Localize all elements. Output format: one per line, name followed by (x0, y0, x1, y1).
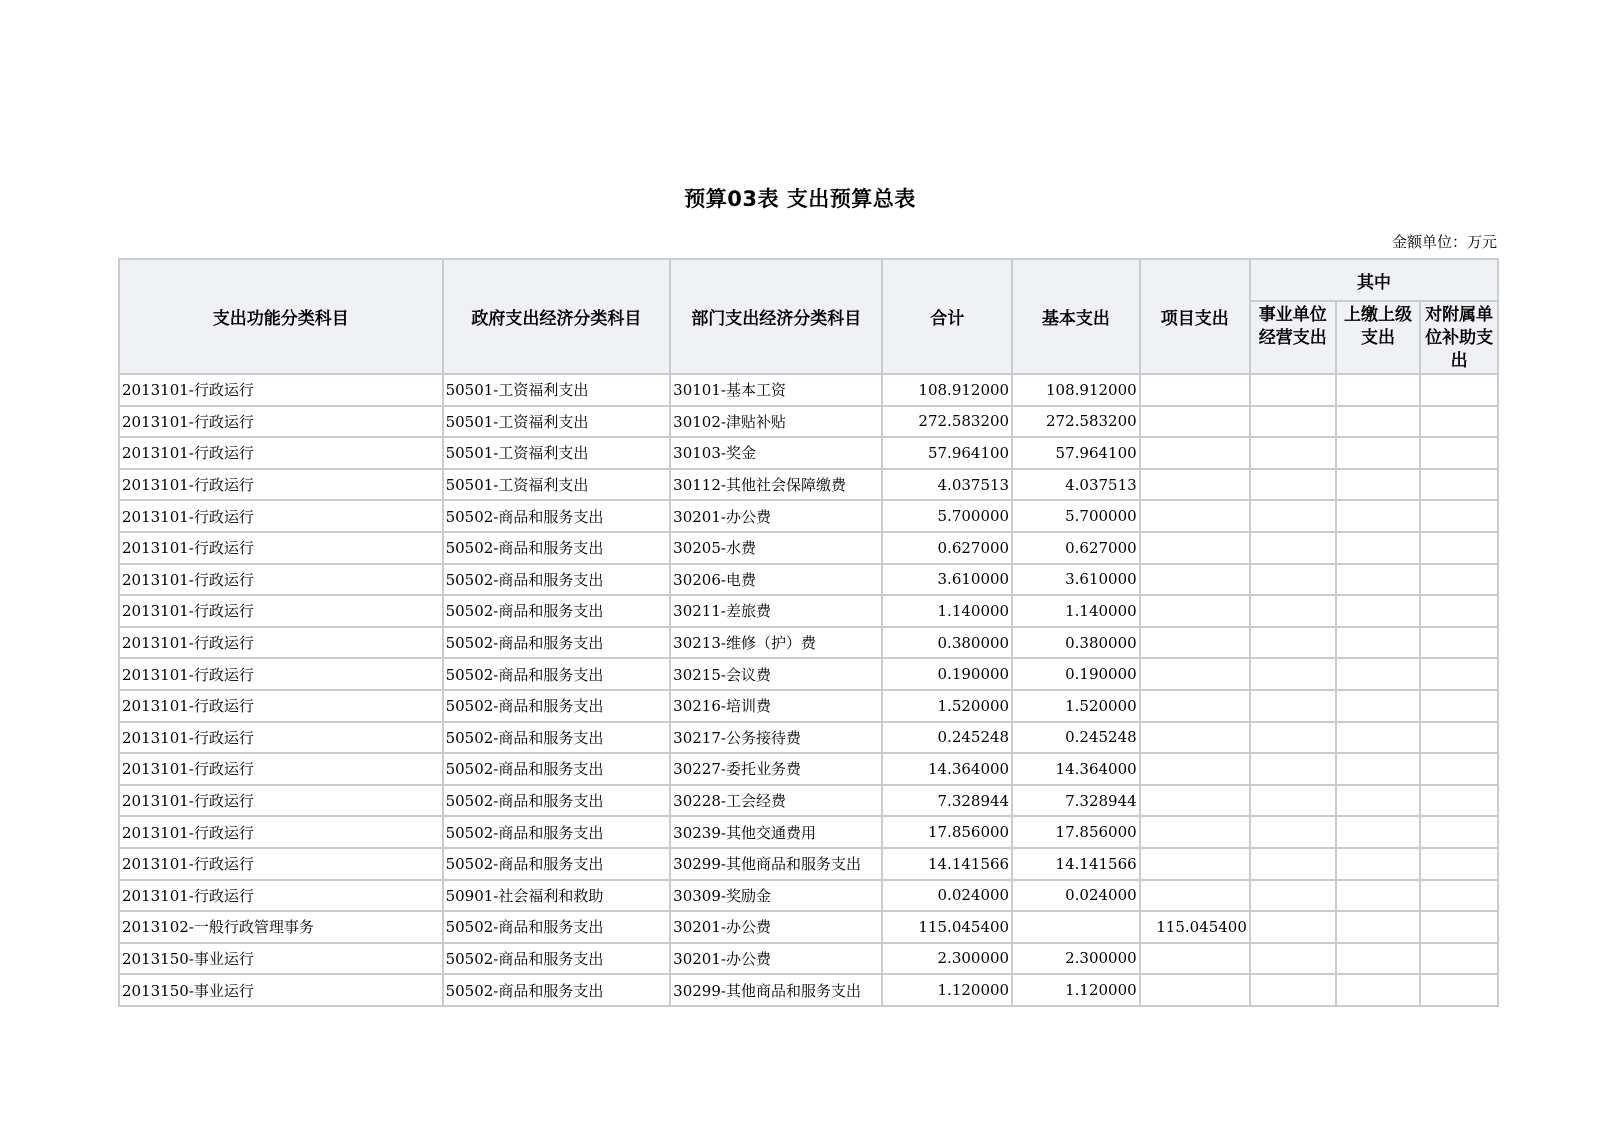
table-row (119, 469, 1498, 501)
table-row (119, 911, 1498, 943)
cell-gov-econ-category: 50502-商品和服务支出 (443, 974, 671, 1006)
table-row (119, 437, 1498, 469)
cell-total: 5.700000 (882, 500, 1012, 532)
table-row (119, 374, 1498, 406)
cell-project-expenditure (1140, 658, 1250, 690)
cell-basic-expenditure: 17.856000 (1012, 816, 1140, 848)
cell-dept-econ-category: 30217-公务接待费 (670, 722, 882, 754)
cell-func-category: 2013101-行政运行 (119, 437, 443, 469)
cell-business-operation (1250, 848, 1336, 880)
cell-dept-econ-category: 30102-津贴补贴 (670, 406, 882, 438)
table-row (119, 500, 1498, 532)
cell-basic-expenditure: 2.300000 (1012, 943, 1140, 975)
cell-subsidiary-subsidy (1420, 658, 1498, 690)
cell-basic-expenditure: 57.964100 (1012, 437, 1140, 469)
cell-dept-econ-category: 30206-电费 (670, 564, 882, 596)
cell-business-operation (1250, 943, 1336, 975)
cell-remit-superior (1336, 469, 1421, 501)
cell-basic-expenditure: 7.328944 (1012, 785, 1140, 817)
cell-remit-superior (1336, 658, 1421, 690)
cell-gov-econ-category: 50502-商品和服务支出 (443, 911, 671, 943)
cell-dept-econ-category: 30227-委托业务费 (670, 753, 882, 785)
cell-subsidiary-subsidy (1420, 974, 1498, 1006)
cell-gov-econ-category: 50502-商品和服务支出 (443, 627, 671, 659)
cell-remit-superior (1336, 974, 1421, 1006)
cell-project-expenditure (1140, 437, 1250, 469)
table-row (119, 880, 1498, 912)
cell-project-expenditure (1140, 532, 1250, 564)
cell-basic-expenditure: 1.140000 (1012, 595, 1140, 627)
cell-business-operation (1250, 627, 1336, 659)
cell-subsidiary-subsidy (1420, 785, 1498, 817)
cell-remit-superior (1336, 500, 1421, 532)
cell-basic-expenditure: 3.610000 (1012, 564, 1140, 596)
cell-gov-econ-category: 50502-商品和服务支出 (443, 500, 671, 532)
cell-subsidiary-subsidy (1420, 469, 1498, 501)
cell-func-category: 2013101-行政运行 (119, 785, 443, 817)
cell-remit-superior (1336, 911, 1421, 943)
header-gov-econ-category: 政府支出经济分类科目 (443, 259, 671, 374)
cell-func-category: 2013101-行政运行 (119, 564, 443, 596)
cell-func-category: 2013101-行政运行 (119, 532, 443, 564)
header-total: 合计 (882, 259, 1012, 374)
table-row (119, 722, 1498, 754)
cell-gov-econ-category: 50501-工资福利支出 (443, 469, 671, 501)
cell-subsidiary-subsidy (1420, 532, 1498, 564)
cell-gov-econ-category: 50502-商品和服务支出 (443, 564, 671, 596)
cell-remit-superior (1336, 785, 1421, 817)
cell-func-category: 2013101-行政运行 (119, 406, 443, 438)
cell-gov-econ-category: 50502-商品和服务支出 (443, 722, 671, 754)
cell-dept-econ-category: 30299-其他商品和服务支出 (670, 848, 882, 880)
cell-project-expenditure (1140, 880, 1250, 912)
cell-business-operation (1250, 595, 1336, 627)
header-of-which-group: 其中 (1250, 259, 1498, 301)
cell-business-operation (1250, 374, 1336, 406)
cell-dept-econ-category: 30216-培训费 (670, 690, 882, 722)
cell-func-category: 2013101-行政运行 (119, 753, 443, 785)
cell-basic-expenditure: 0.245248 (1012, 722, 1140, 754)
cell-gov-econ-category: 50502-商品和服务支出 (443, 816, 671, 848)
cell-func-category: 2013101-行政运行 (119, 848, 443, 880)
cell-total: 0.627000 (882, 532, 1012, 564)
cell-remit-superior (1336, 374, 1421, 406)
cell-func-category: 2013101-行政运行 (119, 880, 443, 912)
cell-total: 2.300000 (882, 943, 1012, 975)
table-row (119, 564, 1498, 596)
cell-basic-expenditure: 14.141566 (1012, 848, 1140, 880)
cell-gov-econ-category: 50502-商品和服务支出 (443, 658, 671, 690)
cell-remit-superior (1336, 437, 1421, 469)
cell-total: 115.045400 (882, 911, 1012, 943)
expenditure-budget-table (118, 258, 1499, 1007)
cell-dept-econ-category: 30112-其他社会保障缴费 (670, 469, 882, 501)
cell-basic-expenditure: 272.583200 (1012, 406, 1140, 438)
cell-dept-econ-category: 30201-办公费 (670, 500, 882, 532)
cell-func-category: 2013101-行政运行 (119, 595, 443, 627)
table-row (119, 785, 1498, 817)
cell-business-operation (1250, 406, 1336, 438)
cell-gov-econ-category: 50901-社会福利和救助 (443, 880, 671, 912)
cell-business-operation (1250, 722, 1336, 754)
cell-remit-superior (1336, 595, 1421, 627)
cell-func-category: 2013102-一般行政管理事务 (119, 911, 443, 943)
cell-business-operation (1250, 974, 1336, 1006)
table-row (119, 690, 1498, 722)
cell-business-operation (1250, 753, 1336, 785)
cell-remit-superior (1336, 564, 1421, 596)
cell-total: 4.037513 (882, 469, 1012, 501)
cell-dept-econ-category: 30103-奖金 (670, 437, 882, 469)
cell-func-category: 2013101-行政运行 (119, 658, 443, 690)
cell-gov-econ-category: 50502-商品和服务支出 (443, 943, 671, 975)
cell-project-expenditure (1140, 816, 1250, 848)
table-row (119, 753, 1498, 785)
cell-subsidiary-subsidy (1420, 500, 1498, 532)
table-row (119, 848, 1498, 880)
cell-gov-econ-category: 50502-商品和服务支出 (443, 690, 671, 722)
cell-func-category: 2013150-事业运行 (119, 943, 443, 975)
cell-basic-expenditure: 0.190000 (1012, 658, 1140, 690)
cell-project-expenditure (1140, 595, 1250, 627)
cell-total: 0.245248 (882, 722, 1012, 754)
cell-basic-expenditure: 0.380000 (1012, 627, 1140, 659)
cell-business-operation (1250, 690, 1336, 722)
table-body (119, 374, 1498, 1006)
cell-total: 0.380000 (882, 627, 1012, 659)
cell-remit-superior (1336, 532, 1421, 564)
cell-gov-econ-category: 50501-工资福利支出 (443, 406, 671, 438)
cell-total: 108.912000 (882, 374, 1012, 406)
cell-subsidiary-subsidy (1420, 848, 1498, 880)
table-row (119, 627, 1498, 659)
cell-total: 272.583200 (882, 406, 1012, 438)
cell-remit-superior (1336, 722, 1421, 754)
cell-business-operation (1250, 785, 1336, 817)
cell-subsidiary-subsidy (1420, 374, 1498, 406)
header-subsidiary-subsidy-expenditure: 对附属单位补助支出 (1420, 301, 1498, 374)
header-business-operation-expenditure: 事业单位经营支出 (1250, 301, 1336, 374)
page-title: 预算03表 支出预算总表 (684, 187, 916, 211)
cell-remit-superior (1336, 406, 1421, 438)
cell-func-category: 2013101-行政运行 (119, 627, 443, 659)
cell-total: 1.520000 (882, 690, 1012, 722)
cell-subsidiary-subsidy (1420, 753, 1498, 785)
table-row (119, 658, 1498, 690)
cell-func-category: 2013101-行政运行 (119, 816, 443, 848)
cell-project-expenditure (1140, 500, 1250, 532)
cell-dept-econ-category: 30211-差旅费 (670, 595, 882, 627)
cell-project-expenditure (1140, 943, 1250, 975)
cell-dept-econ-category: 30201-办公费 (670, 943, 882, 975)
cell-basic-expenditure: 1.120000 (1012, 974, 1140, 1006)
cell-basic-expenditure (1012, 911, 1140, 943)
cell-basic-expenditure: 4.037513 (1012, 469, 1140, 501)
cell-dept-econ-category: 30228-工会经费 (670, 785, 882, 817)
cell-subsidiary-subsidy (1420, 816, 1498, 848)
cell-total: 1.120000 (882, 974, 1012, 1006)
cell-total: 1.140000 (882, 595, 1012, 627)
cell-total: 0.024000 (882, 880, 1012, 912)
header-dept-econ-category: 部门支出经济分类科目 (670, 259, 882, 374)
cell-gov-econ-category: 50501-工资福利支出 (443, 437, 671, 469)
cell-project-expenditure (1140, 564, 1250, 596)
cell-project-expenditure (1140, 627, 1250, 659)
cell-business-operation (1250, 816, 1336, 848)
cell-dept-econ-category: 30213-维修（护）费 (670, 627, 882, 659)
cell-subsidiary-subsidy (1420, 564, 1498, 596)
cell-business-operation (1250, 564, 1336, 596)
cell-total: 0.190000 (882, 658, 1012, 690)
cell-business-operation (1250, 500, 1336, 532)
cell-project-expenditure (1140, 690, 1250, 722)
cell-subsidiary-subsidy (1420, 880, 1498, 912)
cell-remit-superior (1336, 848, 1421, 880)
cell-subsidiary-subsidy (1420, 627, 1498, 659)
table-row (119, 943, 1498, 975)
table-row (119, 406, 1498, 438)
table-row (119, 532, 1498, 564)
cell-subsidiary-subsidy (1420, 595, 1498, 627)
header-remit-superior-expenditure: 上缴上级支出 (1336, 301, 1421, 374)
cell-basic-expenditure: 108.912000 (1012, 374, 1140, 406)
cell-dept-econ-category: 30205-水费 (670, 532, 882, 564)
cell-gov-econ-category: 50502-商品和服务支出 (443, 532, 671, 564)
cell-project-expenditure (1140, 722, 1250, 754)
cell-basic-expenditure: 1.520000 (1012, 690, 1140, 722)
cell-basic-expenditure: 0.024000 (1012, 880, 1140, 912)
cell-project-expenditure (1140, 974, 1250, 1006)
cell-total: 57.964100 (882, 437, 1012, 469)
header-basic-expenditure: 基本支出 (1012, 259, 1140, 374)
cell-func-category: 2013101-行政运行 (119, 722, 443, 754)
cell-total: 14.141566 (882, 848, 1012, 880)
cell-total: 7.328944 (882, 785, 1012, 817)
cell-dept-econ-category: 30215-会议费 (670, 658, 882, 690)
cell-gov-econ-category: 50502-商品和服务支出 (443, 785, 671, 817)
cell-total: 14.364000 (882, 753, 1012, 785)
cell-remit-superior (1336, 627, 1421, 659)
cell-business-operation (1250, 911, 1336, 943)
cell-basic-expenditure: 0.627000 (1012, 532, 1140, 564)
table-row (119, 816, 1498, 848)
cell-subsidiary-subsidy (1420, 911, 1498, 943)
cell-project-expenditure (1140, 406, 1250, 438)
cell-dept-econ-category: 30309-奖励金 (670, 880, 882, 912)
cell-project-expenditure: 115.045400 (1140, 911, 1250, 943)
cell-business-operation (1250, 658, 1336, 690)
header-func-category: 支出功能分类科目 (119, 259, 443, 374)
cell-dept-econ-category: 30239-其他交通费用 (670, 816, 882, 848)
cell-func-category: 2013101-行政运行 (119, 500, 443, 532)
cell-subsidiary-subsidy (1420, 437, 1498, 469)
cell-remit-superior (1336, 690, 1421, 722)
amount-unit-label: 金额单位：万元 (1391, 233, 1497, 251)
cell-total: 17.856000 (882, 816, 1012, 848)
cell-basic-expenditure: 14.364000 (1012, 753, 1140, 785)
cell-remit-superior (1336, 880, 1421, 912)
cell-subsidiary-subsidy (1420, 722, 1498, 754)
cell-project-expenditure (1140, 374, 1250, 406)
cell-project-expenditure (1140, 785, 1250, 817)
cell-business-operation (1250, 437, 1336, 469)
cell-gov-econ-category: 50502-商品和服务支出 (443, 753, 671, 785)
cell-business-operation (1250, 880, 1336, 912)
cell-func-category: 2013150-事业运行 (119, 974, 443, 1006)
table-row (119, 974, 1498, 1006)
table-row (119, 595, 1498, 627)
cell-project-expenditure (1140, 469, 1250, 501)
cell-subsidiary-subsidy (1420, 406, 1498, 438)
cell-total: 3.610000 (882, 564, 1012, 596)
cell-dept-econ-category: 30299-其他商品和服务支出 (670, 974, 882, 1006)
cell-project-expenditure (1140, 848, 1250, 880)
cell-dept-econ-category: 30101-基本工资 (670, 374, 882, 406)
cell-subsidiary-subsidy (1420, 690, 1498, 722)
header-project-expenditure: 项目支出 (1140, 259, 1250, 374)
cell-gov-econ-category: 50502-商品和服务支出 (443, 595, 671, 627)
cell-remit-superior (1336, 816, 1421, 848)
cell-func-category: 2013101-行政运行 (119, 374, 443, 406)
cell-project-expenditure (1140, 753, 1250, 785)
cell-subsidiary-subsidy (1420, 943, 1498, 975)
cell-func-category: 2013101-行政运行 (119, 469, 443, 501)
cell-gov-econ-category: 50501-工资福利支出 (443, 374, 671, 406)
cell-remit-superior (1336, 943, 1421, 975)
cell-dept-econ-category: 30201-办公费 (670, 911, 882, 943)
cell-business-operation (1250, 469, 1336, 501)
cell-gov-econ-category: 50502-商品和服务支出 (443, 848, 671, 880)
cell-business-operation (1250, 532, 1336, 564)
cell-func-category: 2013101-行政运行 (119, 690, 443, 722)
cell-basic-expenditure: 5.700000 (1012, 500, 1140, 532)
cell-remit-superior (1336, 753, 1421, 785)
